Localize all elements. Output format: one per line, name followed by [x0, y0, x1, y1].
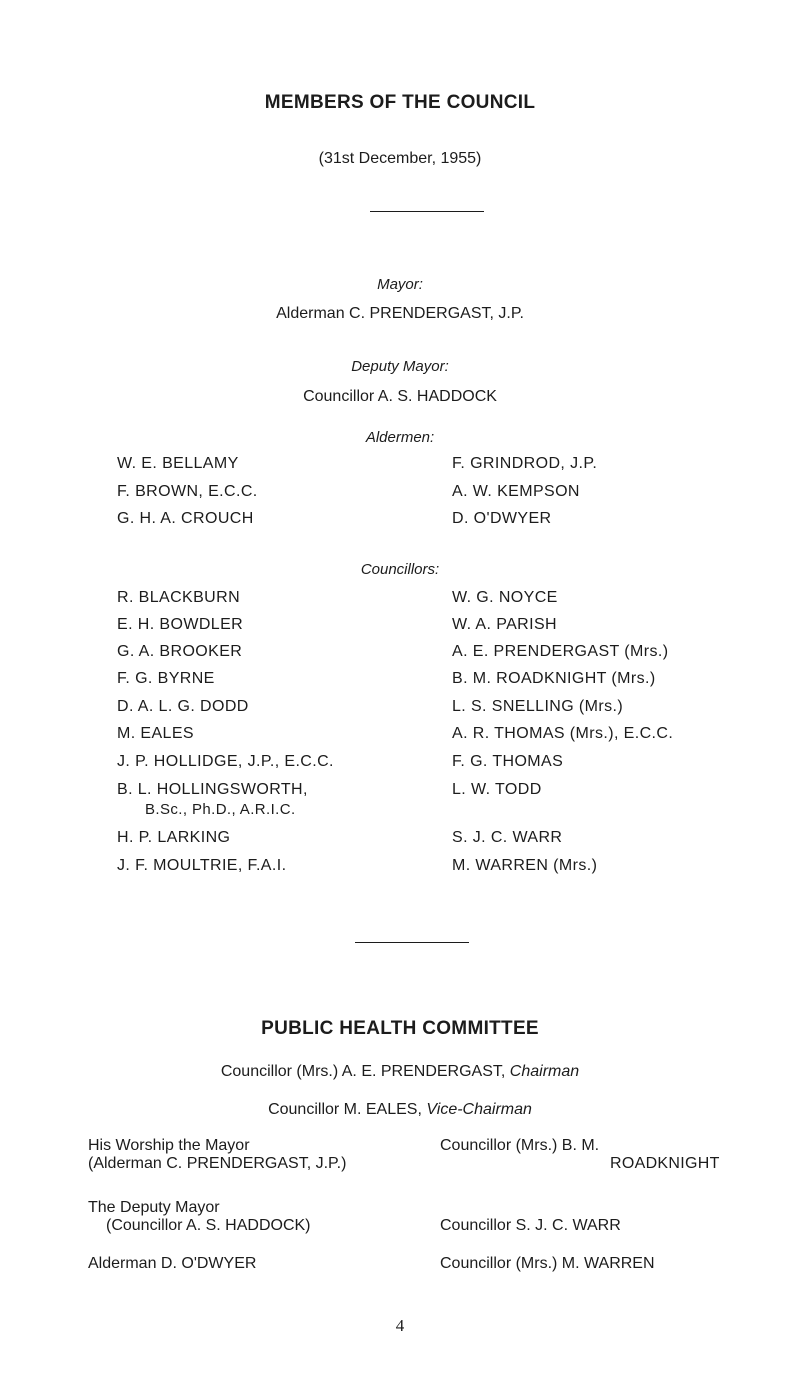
- committee-member-line: Councillor (Mrs.) M. WARREN: [440, 1255, 655, 1272]
- councillor-name: R. BLACKBURN: [117, 589, 241, 606]
- page-title: MEMBERS OF THE COUNCIL: [264, 92, 536, 113]
- date-line: (31st December, 1955): [318, 150, 482, 167]
- councillor-name: M. EALES: [117, 725, 195, 742]
- committee-member-line: Alderman D. O'DWYER: [88, 1255, 257, 1272]
- committee-member-line: Councillor S. J. C. WARR: [440, 1217, 621, 1234]
- divider: [370, 211, 484, 212]
- divider: [355, 942, 469, 943]
- alderman-name: D. O'DWYER: [452, 510, 552, 527]
- committee-vice-chairman: [0, 1101, 800, 1119]
- vice-chairman-name: Councillor M. EALES,: [268, 1101, 422, 1118]
- councillor-name: M. WARREN (Mrs.): [452, 857, 598, 874]
- alderman-name: A. W. KEMPSON: [452, 483, 580, 500]
- deputy-mayor-label: Deputy Mayor:: [351, 358, 449, 375]
- councillor-name: W. G. NOYCE: [452, 589, 558, 606]
- mayor-name: Alderman C. PRENDERGAST, J.P.: [276, 305, 524, 322]
- councillors-label: Councillors:: [360, 561, 440, 578]
- chairman-role: Chairman: [509, 1063, 580, 1080]
- committee-chairman: [0, 1063, 800, 1081]
- councillor-name: A. R. THOMAS (Mrs.), E.C.C.: [452, 725, 674, 742]
- councillor-name: G. A. BROOKER: [117, 643, 243, 660]
- vice-chairman-role: Vice-Chairman: [426, 1101, 532, 1118]
- mayor-label: Mayor:: [377, 276, 423, 293]
- committee-title: PUBLIC HEALTH COMMITTEE: [261, 1018, 539, 1039]
- alderman-name: W. E. BELLAMY: [117, 455, 239, 472]
- councillor-name: A. E. PRENDERGAST (Mrs.): [452, 643, 669, 660]
- councillor-name: L. S. SNELLING (Mrs.): [452, 698, 624, 715]
- committee-member-line: The Deputy Mayor: [88, 1199, 220, 1216]
- councillor-name: J. F. MOULTRIE, F.A.I.: [117, 857, 287, 874]
- councillor-name: B. M. ROADKNIGHT (Mrs.): [452, 670, 656, 687]
- page-number: 4: [395, 1316, 405, 1335]
- alderman-name: F. BROWN, E.C.C.: [117, 483, 258, 500]
- councillor-name: D. A. L. G. DODD: [117, 698, 249, 715]
- deputy-mayor-name: Councillor A. S. HADDOCK: [303, 388, 497, 405]
- councillor-name: F. G. BYRNE: [117, 670, 215, 687]
- committee-member-line: Councillor (Mrs.) B. M.: [440, 1137, 600, 1154]
- alderman-name: F. GRINDROD, J.P.: [452, 455, 598, 472]
- aldermen-label: Aldermen:: [365, 429, 435, 446]
- councillor-name: J. P. HOLLIDGE, J.P., E.C.C.: [117, 753, 334, 770]
- councillor-name: L. W. TODD: [452, 781, 542, 798]
- alderman-name: G. H. A. CROUCH: [117, 510, 254, 527]
- committee-member-line: His Worship the Mayor: [88, 1137, 250, 1154]
- chairman-name: Councillor (Mrs.) A. E. PRENDERGAST,: [220, 1063, 506, 1080]
- committee-member-line: (Alderman C. PRENDERGAST, J.P.): [88, 1155, 347, 1172]
- councillor-name: E. H. BOWDLER: [117, 616, 244, 633]
- councillor-name: W. A. PARISH: [452, 616, 557, 633]
- councillor-name: B. L. HOLLINGSWORTH,: [117, 781, 308, 798]
- committee-member-line: (Councillor A. S. HADDOCK): [106, 1217, 311, 1234]
- councillor-name: F. G. THOMAS: [452, 753, 564, 770]
- committee-member-line: ROADKNIGHT: [610, 1155, 720, 1172]
- councillor-qualifications: B.Sc., Ph.D., A.R.I.C.: [145, 801, 296, 818]
- councillor-name: S. J. C. WARR: [452, 829, 563, 846]
- councillor-name: H. P. LARKING: [117, 829, 231, 846]
